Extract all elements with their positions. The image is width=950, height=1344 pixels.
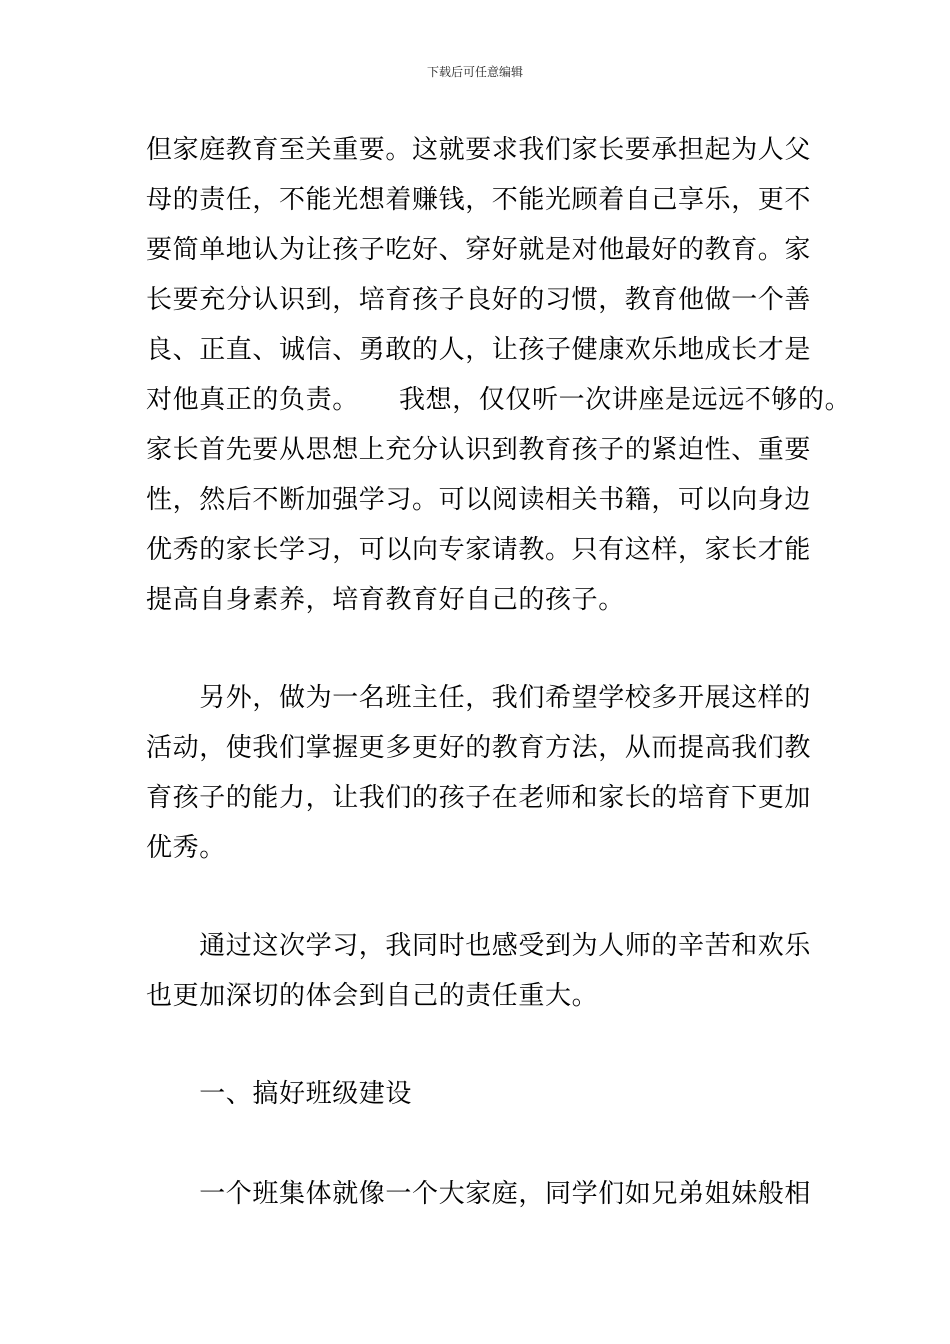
body-line: 对他真正的负责。 我想，仅仅听一次讲座是远远不够的。 [146,385,852,415]
page-header-note: 下载后可任意编辑 [426,65,523,79]
body-line: 性，然后不断加强学习。可以阅读相关书籍，可以向身边 [146,485,812,515]
section-heading: 一、搞好班级建设 [146,1079,413,1109]
body-line: 也更加深切的体会到自己的责任重大。 [146,981,599,1011]
body-line: 良、正直、诚信、勇敢的人，让孩子健康欢乐地成长才是 [146,335,812,365]
body-line: 通过这次学习，我同时也感受到为人师的辛苦和欢乐 [146,931,812,961]
body-line: 一个班集体就像一个大家庭，同学们如兄弟姐妹般相 [146,1179,812,1209]
body-line: 优秀的家长学习，可以向专家请教。只有这样，家长才能 [146,535,812,565]
body-line: 家长首先要从思想上充分认识到教育孩子的紧迫性、重要 [146,435,812,465]
body-line: 但家庭教育至关重要。这就要求我们家长要承担起为人父 [146,135,812,165]
body-line: 育孩子的能力，让我们的孩子在老师和家长的培育下更加 [146,783,812,813]
body-line: 另外，做为一名班主任，我们希望学校多开展这样的 [146,683,812,713]
body-line: 优秀。 [146,833,226,863]
body-line: 母的责任，不能光想着赚钱，不能光顾着自己享乐，更不 [146,185,812,215]
body-line: 提高自身素养，培育教育好自己的孩子。 [146,585,625,615]
body-line: 活动，使我们掌握更多更好的教育方法，从而提高我们教 [146,733,812,763]
body-line: 要简单地认为让孩子吃好、穿好就是对他最好的教育。家 [146,235,812,265]
body-line: 长要充分认识到，培育孩子良好的习惯，教育他做一个善 [146,285,812,315]
